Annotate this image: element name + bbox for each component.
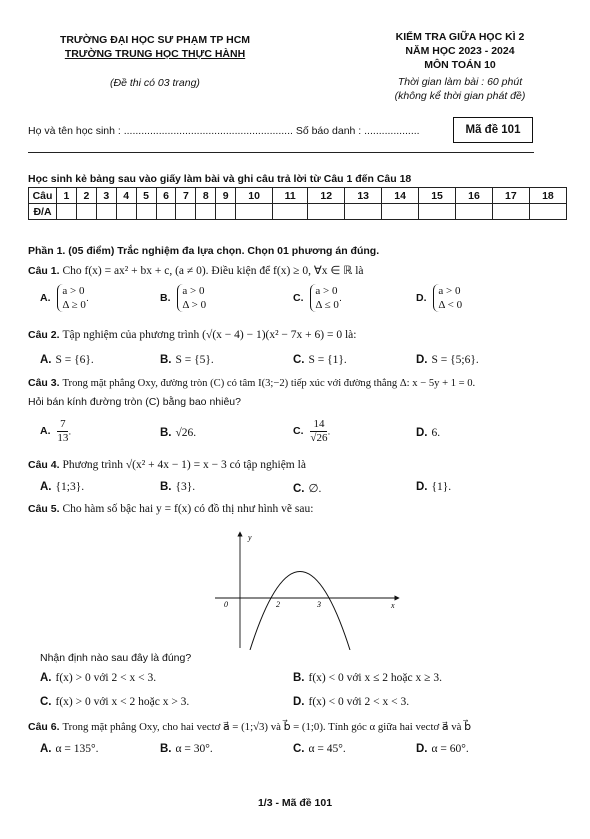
answer-num: 1 bbox=[57, 188, 77, 204]
header-divider bbox=[28, 152, 534, 153]
answer-num: 2 bbox=[76, 188, 96, 204]
q3-option-a: A. $\frac{7}{13}$ . bbox=[40, 418, 72, 444]
sys-line: Δ ≥ 0 bbox=[62, 299, 86, 311]
root-label-3: 3 bbox=[317, 600, 321, 609]
answer-cell bbox=[216, 204, 236, 220]
q4-label: Câu 4. bbox=[28, 459, 60, 471]
q3-stem-line2: Hỏi bán kính đường tròn (C) bằng bao nhiêu? bbox=[28, 396, 241, 408]
q1-option-a: A. a > 0 Δ ≥ 0 . bbox=[40, 285, 89, 311]
q1-text: Cho f(x) = ax² + bx + c, (a ≠ 0). Điều kiện để f(x) ≥ 0, ∀x ∈ ℝ là bbox=[62, 265, 364, 277]
q3-label: Câu 3. bbox=[28, 377, 60, 389]
option-label: B. bbox=[160, 427, 172, 439]
answer-num: 9 bbox=[216, 188, 236, 204]
q2-d-text: S = {5;6}. bbox=[431, 354, 479, 366]
answer-cell bbox=[136, 204, 156, 220]
answer-num: 4 bbox=[116, 188, 136, 204]
option-label: A. bbox=[40, 425, 51, 438]
sys-line: Δ > 0 bbox=[182, 299, 207, 311]
option-label: C. bbox=[293, 354, 305, 366]
answer-table-header-da: Đ/A bbox=[29, 204, 57, 220]
answer-num: 13 bbox=[345, 188, 382, 204]
frac-num: 14 bbox=[310, 418, 327, 432]
exam-time-note: (không kể thời gian phát đề) bbox=[394, 90, 526, 102]
option-label: D. bbox=[416, 481, 428, 493]
option-label: A. bbox=[40, 291, 51, 304]
q5-option-c bbox=[40, 696, 189, 708]
q3-option-b bbox=[160, 427, 196, 439]
answer-num: 15 bbox=[419, 188, 456, 204]
answer-num: 8 bbox=[196, 188, 216, 204]
q2-label: Câu 2. bbox=[28, 329, 60, 341]
school-name: TRƯỜNG TRUNG HỌC THỰC HÀNH bbox=[64, 48, 246, 60]
answer-cell bbox=[236, 204, 273, 220]
q4-option-b bbox=[160, 481, 195, 493]
q6-a-text: α = 135°. bbox=[55, 743, 99, 755]
sys-line: a > 0 bbox=[438, 285, 461, 297]
answer-num: 3 bbox=[96, 188, 116, 204]
q5-label: Câu 5. bbox=[28, 503, 60, 515]
q3-d-text: 6. bbox=[431, 427, 441, 439]
answer-cell bbox=[156, 204, 176, 220]
answer-cell bbox=[176, 204, 196, 220]
answer-cell bbox=[345, 204, 382, 220]
sys-line: Δ < 0 bbox=[438, 299, 463, 311]
answer-cell bbox=[57, 204, 77, 220]
q2-option-a bbox=[40, 354, 94, 366]
q3-c-fraction bbox=[310, 418, 327, 445]
answer-num: 6 bbox=[156, 188, 176, 204]
sys-line: Δ ≤ 0 bbox=[315, 299, 339, 311]
sys-line: a > 0 bbox=[182, 285, 205, 297]
q3-b-text: √26. bbox=[175, 427, 197, 439]
option-label: B. bbox=[293, 672, 305, 684]
q5-text: Cho hàm số bậc hai y = f(x) có đồ thị như hình vẽ sau: bbox=[62, 503, 314, 515]
q6-stem bbox=[28, 720, 471, 733]
q2-stem bbox=[28, 329, 356, 341]
pages-note: (Đề thi có 03 trang) bbox=[110, 77, 200, 89]
x-axis-label: x bbox=[391, 601, 395, 610]
q5-d-text: f(x) < 0 với 2 < x < 3. bbox=[308, 696, 410, 708]
q6-c-text: α = 45°. bbox=[308, 743, 346, 755]
answer-cell bbox=[196, 204, 216, 220]
q2-c-text: S = {1}. bbox=[308, 354, 347, 366]
option-label: B. bbox=[160, 743, 172, 755]
q3-a-fraction bbox=[57, 418, 68, 445]
q5-option-b bbox=[293, 672, 442, 684]
q6-option-c bbox=[293, 743, 346, 755]
q4-c-text: ∅. bbox=[308, 483, 322, 495]
q6-option-a bbox=[40, 743, 99, 755]
q1-option-c: C. a > 0 Δ ≤ 0 . bbox=[293, 285, 342, 311]
answer-num: 10 bbox=[236, 188, 273, 204]
answer-sheet-instruction: Học sinh kẻ bảng sau vào giấy làm bài và ghi câu trả lời từ Câu 1 đến Câu 18 bbox=[28, 173, 412, 185]
answer-num: 18 bbox=[529, 188, 566, 204]
answer-num: 11 bbox=[273, 188, 308, 204]
q6-option-d bbox=[416, 743, 469, 755]
option-label: C. bbox=[293, 483, 305, 495]
option-label: A. bbox=[40, 672, 52, 684]
frac-den: √26 bbox=[310, 432, 328, 444]
parabola-curve bbox=[250, 572, 350, 651]
q4-stem bbox=[28, 459, 306, 471]
q3-text-1: Trong mặt phẳng Oxy, đường tròn (C) có tâm I(3;−2) tiếp xúc với đường thẳng Δ: x − 5y + 1 = 0. bbox=[62, 378, 476, 389]
option-label: A. bbox=[40, 481, 52, 493]
q4-a-text: {1;3}. bbox=[55, 481, 85, 493]
answer-table-header-cau: Câu bbox=[29, 188, 57, 204]
q6-b-text: α = 30°. bbox=[175, 743, 213, 755]
q6-text: Trong mặt phẳng Oxy, cho hai vectơ a⃗ = (1;√3) và b⃗ = (1;0). Tính góc α giữa hai vectơ a⃗ và b⃗ bbox=[62, 721, 471, 733]
answer-num: 17 bbox=[492, 188, 529, 204]
option-label: D. bbox=[416, 354, 428, 366]
q5-prompt: Nhận định nào sau đây là đúng? bbox=[40, 652, 192, 664]
subject: MÔN TOÁN 10 bbox=[424, 59, 496, 71]
option-label: B. bbox=[160, 354, 172, 366]
option-label: D. bbox=[293, 696, 305, 708]
q4-option-d bbox=[416, 481, 451, 493]
q4-option-a bbox=[40, 481, 84, 493]
exam-code-box: Mã đề 101 bbox=[453, 117, 533, 143]
sys-line: a > 0 bbox=[62, 285, 85, 297]
answer-table-row-numbers bbox=[29, 188, 567, 204]
answer-num: 14 bbox=[382, 188, 419, 204]
q6-option-b bbox=[160, 743, 213, 755]
q4-d-text: {1}. bbox=[431, 481, 452, 493]
answer-cell bbox=[96, 204, 116, 220]
option-label: D. bbox=[416, 427, 428, 439]
q1-a-system bbox=[57, 284, 86, 312]
option-label: C. bbox=[293, 291, 304, 304]
q3-stem-line1 bbox=[28, 377, 475, 389]
answer-table-row-answers bbox=[29, 204, 567, 220]
q5-option-a bbox=[40, 672, 156, 684]
parabola-graph bbox=[205, 528, 405, 650]
answer-cell bbox=[76, 204, 96, 220]
option-label: C. bbox=[293, 425, 304, 438]
q2-option-b bbox=[160, 354, 214, 366]
answer-cell bbox=[382, 204, 419, 220]
sys-line: a > 0 bbox=[315, 285, 338, 297]
option-label: B. bbox=[160, 291, 171, 304]
q1-stem bbox=[28, 263, 364, 277]
q1-c-system bbox=[310, 284, 339, 312]
answer-cell bbox=[456, 204, 493, 220]
q6-d-text: α = 60°. bbox=[431, 743, 469, 755]
option-label: D. bbox=[416, 291, 427, 304]
answer-cell bbox=[308, 204, 345, 220]
root-label-2: 2 bbox=[276, 600, 280, 609]
q2-b-text: S = {5}. bbox=[175, 354, 214, 366]
q4-b-text: {3}. bbox=[175, 481, 196, 493]
answer-cell bbox=[273, 204, 308, 220]
frac-den: 13 bbox=[57, 432, 69, 444]
answer-table bbox=[28, 187, 567, 220]
part1-heading: Phần 1. (05 điểm) Trắc nghiệm đa lựa chọn. Chọn 01 phương án đúng. bbox=[28, 245, 380, 257]
option-label: D. bbox=[416, 743, 428, 755]
student-info-line: Họ và tên học sinh : .......................................................... Số báo danh : ................... bbox=[28, 125, 420, 137]
answer-cell bbox=[419, 204, 456, 220]
q1-b-system bbox=[177, 284, 206, 312]
q4-option-c bbox=[293, 481, 321, 495]
q5-a-text: f(x) > 0 với 2 < x < 3. bbox=[55, 672, 157, 684]
option-label: A. bbox=[40, 743, 52, 755]
q1-d-system bbox=[433, 284, 462, 312]
option-label: C. bbox=[40, 696, 52, 708]
exam-title: KIỂM TRA GIỮA HỌC KÌ 2 bbox=[395, 31, 525, 43]
university-name: TRƯỜNG ĐẠI HỌC SƯ PHẠM TP HCM bbox=[59, 34, 251, 46]
q2-option-d bbox=[416, 354, 479, 366]
q3-option-c: C. $\frac{14}{√26}$ . bbox=[293, 418, 331, 444]
q1-option-d bbox=[416, 284, 462, 312]
q3-option-d bbox=[416, 427, 440, 439]
q2-text: Tập nghiệm của phương trình (√(x − 4) − 1)(x² − 7x + 6) = 0 là: bbox=[62, 329, 357, 341]
q5-stem bbox=[28, 503, 313, 515]
frac-num: 7 bbox=[57, 418, 68, 432]
answer-cell bbox=[116, 204, 136, 220]
q2-option-c bbox=[293, 354, 347, 366]
q1-label: Câu 1. bbox=[28, 265, 60, 277]
q2-a-text: S = {6}. bbox=[55, 354, 94, 366]
q5-option-d bbox=[293, 696, 409, 708]
answer-num: 12 bbox=[308, 188, 345, 204]
q5-b-text: f(x) < 0 với x ≤ 2 hoặc x ≥ 3. bbox=[308, 672, 442, 684]
answer-cell bbox=[529, 204, 566, 220]
option-label: B. bbox=[160, 481, 172, 493]
answer-num: 5 bbox=[136, 188, 156, 204]
option-label: A. bbox=[40, 354, 52, 366]
q4-text: Phương trình √(x² + 4x − 1) = x − 3 có tập nghiệm là bbox=[62, 459, 306, 471]
school-year: NĂM HỌC 2023 - 2024 bbox=[405, 45, 515, 57]
q5-c-text: f(x) > 0 với x < 2 hoặc x > 3. bbox=[55, 696, 190, 708]
q1-option-b bbox=[160, 284, 206, 312]
exam-time: Thời gian làm bài : 60 phút bbox=[397, 76, 523, 88]
origin-label: 0 bbox=[224, 600, 228, 609]
page-footer: 1/3 - Mã đề 101 bbox=[257, 797, 333, 809]
answer-num: 7 bbox=[176, 188, 196, 204]
q6-label: Câu 6. bbox=[28, 721, 60, 733]
y-axis-label: y bbox=[248, 533, 252, 542]
option-label: C. bbox=[293, 743, 305, 755]
answer-num: 16 bbox=[456, 188, 493, 204]
answer-cell bbox=[492, 204, 529, 220]
